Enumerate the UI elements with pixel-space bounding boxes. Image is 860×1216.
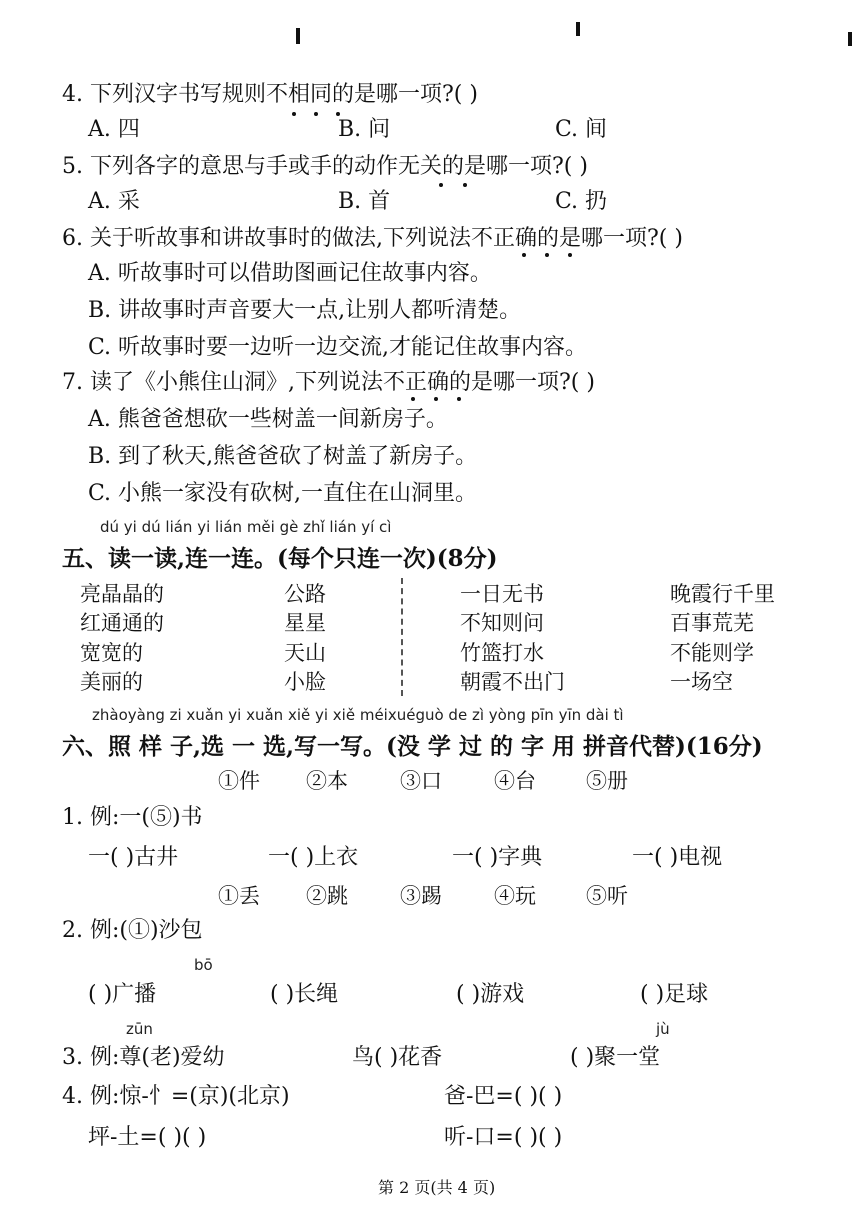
- q6-option-b: B. 讲故事时声音要大一点,让别人都听清楚。: [88, 298, 522, 323]
- fill-item[interactable]: 坪-土=( )( ): [88, 1125, 207, 1150]
- fill-item[interactable]: 一( )电视: [632, 845, 723, 870]
- fill-item[interactable]: ( )聚一堂: [570, 1045, 661, 1070]
- emphasis-dot: [463, 183, 467, 187]
- s5-col4-item: 晚霞行千里: [670, 582, 775, 606]
- fill-item[interactable]: 爸-巴=( )( ): [444, 1084, 563, 1109]
- choice-option: ③口: [400, 769, 442, 793]
- question-5: 5. 下列各字的意思与手或手的动作无关的是哪一项?( ): [62, 154, 588, 179]
- pinyin-ju: jù: [656, 1020, 670, 1038]
- q7-option-a: A. 熊爸爸想砍一些树盖一间新房子。: [88, 407, 448, 432]
- emphasis-dot: [434, 397, 438, 401]
- column-divider: [401, 578, 403, 696]
- emphasis-dot: [292, 112, 296, 116]
- example-4: 4. 例:惊-忄=(京)(北京): [62, 1084, 290, 1109]
- choice-option: ⑤册: [586, 769, 628, 793]
- fill-item[interactable]: ( )广播: [88, 982, 157, 1007]
- fill-item[interactable]: ( )足球: [640, 982, 709, 1007]
- choice-option: ②跳: [306, 884, 348, 908]
- s5-col3-item: 不知则问: [460, 611, 544, 635]
- fill-item[interactable]: 听-口=( )( ): [444, 1125, 563, 1150]
- fill-item[interactable]: 一( )古井: [88, 845, 179, 870]
- choice-option: ⑤听: [586, 884, 628, 908]
- q5-option-c: C. 扔: [555, 189, 608, 214]
- q5-option-b: B. 首: [338, 189, 391, 214]
- pinyin-zun: zūn: [126, 1020, 153, 1038]
- s5-col3-item: 竹篮打水: [460, 641, 544, 665]
- scan-speck: [296, 28, 300, 44]
- section-5-pinyin: dú yi dú lián yi lián měi gè zhǐ lián yí cì: [100, 518, 392, 536]
- example-3: 3. 例:尊(老)爱幼: [62, 1045, 225, 1070]
- q7-option-c: C. 小熊一家没有砍树,一直住在山洞里。: [88, 481, 478, 506]
- emphasis-dot: [457, 397, 461, 401]
- s5-col1-item: 宽宽的: [80, 641, 143, 665]
- choice-option: ①丢: [218, 884, 260, 908]
- example-2: 2. 例:(①)沙包: [62, 918, 203, 943]
- question-7: 7. 读了《小熊住山洞》,下列说法不正确的是哪一项?( ): [62, 370, 595, 395]
- fill-item[interactable]: ( )游戏: [456, 982, 525, 1007]
- emphasis-dot: [411, 397, 415, 401]
- emphasis-dot: [568, 253, 572, 257]
- q4-option-b: B. 问: [338, 117, 391, 142]
- emphasis-dot: [545, 253, 549, 257]
- section-6-pinyin: zhàoyàng zi xuǎn yi xuǎn xiě yi xiě méixuéguò de zì yòng pīn yīn dài tì: [92, 706, 624, 724]
- example-1: 1. 例:一(⑤)书: [62, 805, 203, 830]
- s5-col4-item: 百事荒芜: [670, 611, 754, 635]
- scan-speck: [848, 32, 852, 46]
- emphasis-dot: [314, 112, 318, 116]
- fill-item[interactable]: 鸟( )花香: [352, 1045, 443, 1070]
- emphasis-dot: [336, 112, 340, 116]
- emphasis-dot: [439, 183, 443, 187]
- s5-col2-item: 天山: [284, 641, 326, 665]
- q6-option-c: C. 听故事时要一边听一边交流,才能记住故事内容。: [88, 335, 588, 360]
- q5-option-a: A. 采: [88, 189, 140, 214]
- q4-option-a: A. 四: [88, 117, 140, 142]
- s5-col2-item: 小脸: [284, 670, 326, 694]
- s5-col2-item: 公路: [284, 582, 326, 606]
- section-5-title: 五、读一读,连一连。(每个只连一次)(8分): [62, 545, 498, 572]
- choice-option: ④玩: [494, 884, 536, 908]
- fill-item[interactable]: 一( )字典: [452, 845, 543, 870]
- page-footer: 第 2 页(共 4 页): [378, 1178, 496, 1197]
- question-6: 6. 关于听故事和讲故事时的做法,下列说法不正确的是哪一项?( ): [62, 226, 683, 251]
- s5-col2-item: 星星: [284, 611, 326, 635]
- s5-col4-item: 不能则学: [670, 641, 754, 665]
- s5-col4-item: 一场空: [670, 670, 733, 694]
- fill-item[interactable]: ( )长绳: [270, 982, 339, 1007]
- s5-col3-item: 朝霞不出门: [460, 670, 565, 694]
- s5-col3-item: 一日无书: [460, 582, 544, 606]
- choice-option: ②本: [306, 769, 348, 793]
- q7-option-b: B. 到了秋天,熊爸爸砍了树盖了新房子。: [88, 444, 478, 469]
- q4-option-c: C. 间: [555, 117, 608, 142]
- q6-option-a: A. 听故事时可以借助图画记住故事内容。: [88, 261, 492, 286]
- section-6-title: 六、照 样 子,选 一 选,写一写。(没 学 过 的 字 用 拼音代替)(16分): [62, 733, 763, 760]
- choice-option: ④台: [494, 769, 536, 793]
- s5-col1-item: 美丽的: [80, 670, 143, 694]
- scan-speck: [576, 22, 580, 36]
- pinyin-bo: bō: [194, 956, 213, 974]
- choice-option: ③踢: [400, 884, 442, 908]
- choice-option: ①件: [218, 769, 260, 793]
- emphasis-dot: [522, 253, 526, 257]
- s5-col1-item: 亮晶晶的: [80, 582, 164, 606]
- s5-col1-item: 红通通的: [80, 611, 164, 635]
- fill-item[interactable]: 一( )上衣: [268, 845, 359, 870]
- question-4: 4. 下列汉字书写规则不相同的是哪一项?( ): [62, 82, 478, 107]
